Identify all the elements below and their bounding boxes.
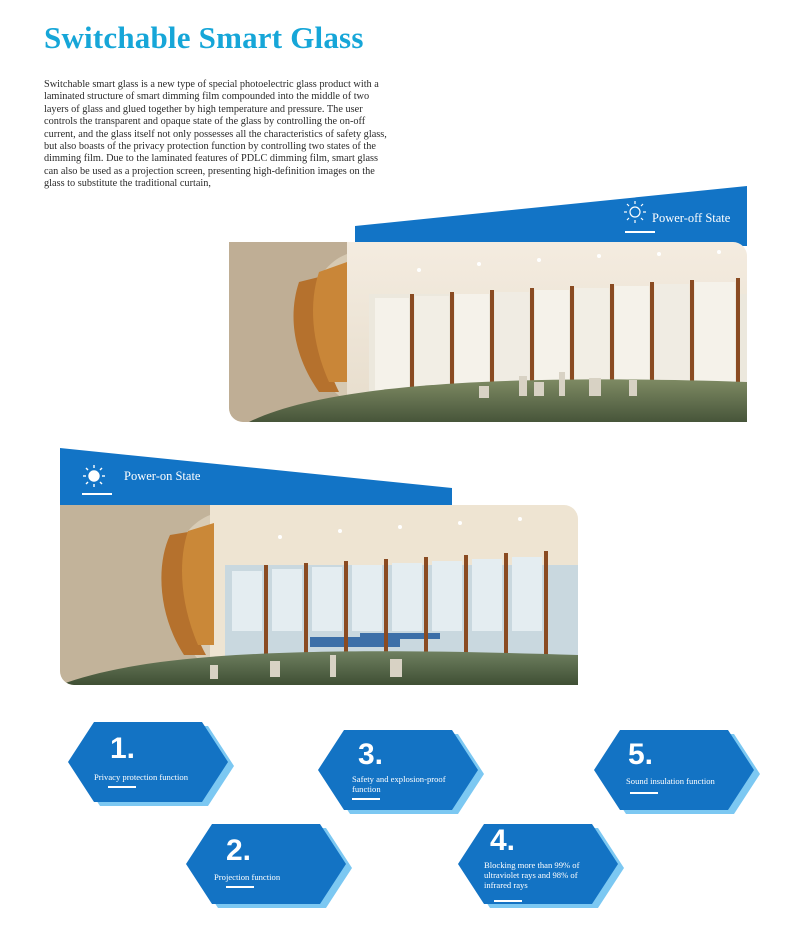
feature-3-label: Safety and explosion-proof function (352, 774, 446, 794)
power-on-photo (60, 505, 578, 685)
page-title: Switchable Smart Glass (44, 20, 364, 55)
feature-4-number: 4. (490, 824, 516, 857)
feature-2 (184, 824, 354, 908)
feature-2-label: Projection function (214, 872, 281, 882)
feature-1 (66, 722, 236, 806)
power-on-banner (60, 448, 452, 508)
feature-5-underline (630, 792, 658, 794)
feature-5-number: 5. (628, 738, 654, 771)
feature-1-underline (108, 786, 136, 788)
feature-3-number: 3. (358, 738, 384, 771)
feature-5-label: Sound insulation function (626, 776, 715, 786)
feature-1-label: Privacy protection function (94, 772, 189, 782)
power-on-underline (82, 493, 112, 495)
sun-outline-icon (623, 200, 647, 224)
feature-2-number: 2. (226, 834, 252, 867)
feature-3 (316, 730, 486, 814)
power-off-photo (229, 242, 747, 422)
feature-4-label: Blocking more than 99% of ultraviolet rays and 98% of infrared rays (484, 860, 580, 890)
feature-4 (456, 824, 626, 908)
feature-4-underline (494, 900, 522, 902)
feature-5 (592, 730, 762, 814)
feature-3-underline (352, 798, 380, 800)
power-off-banner (355, 186, 747, 246)
feature-1-number: 1. (110, 732, 136, 765)
power-off-label: Power-off State (652, 211, 731, 225)
sun-filled-icon (82, 464, 106, 488)
intro-paragraph: Switchable smart glass is a new type of special photoelectric glass product with a laminated structure of smart dimming film compounded into the middle of two layers of glass and glued together by high temperature and pressure. The user controls the transparent and opaque state of the glass by controlling the on-off current, and the glass itself not only possesses all the characteristics of safety glass, but also boasts of the privacy protection function by controlling two states of the dimming film. Due to the laminated features of PDLC dimming film, smart glass can also be used as a projection screen, presenting high-definition images on the glass to substitute the traditional curtain, (44, 79, 387, 190)
power-off-underline (625, 231, 655, 233)
feature-2-underline (226, 886, 254, 888)
power-on-label: Power-on State (124, 469, 201, 483)
